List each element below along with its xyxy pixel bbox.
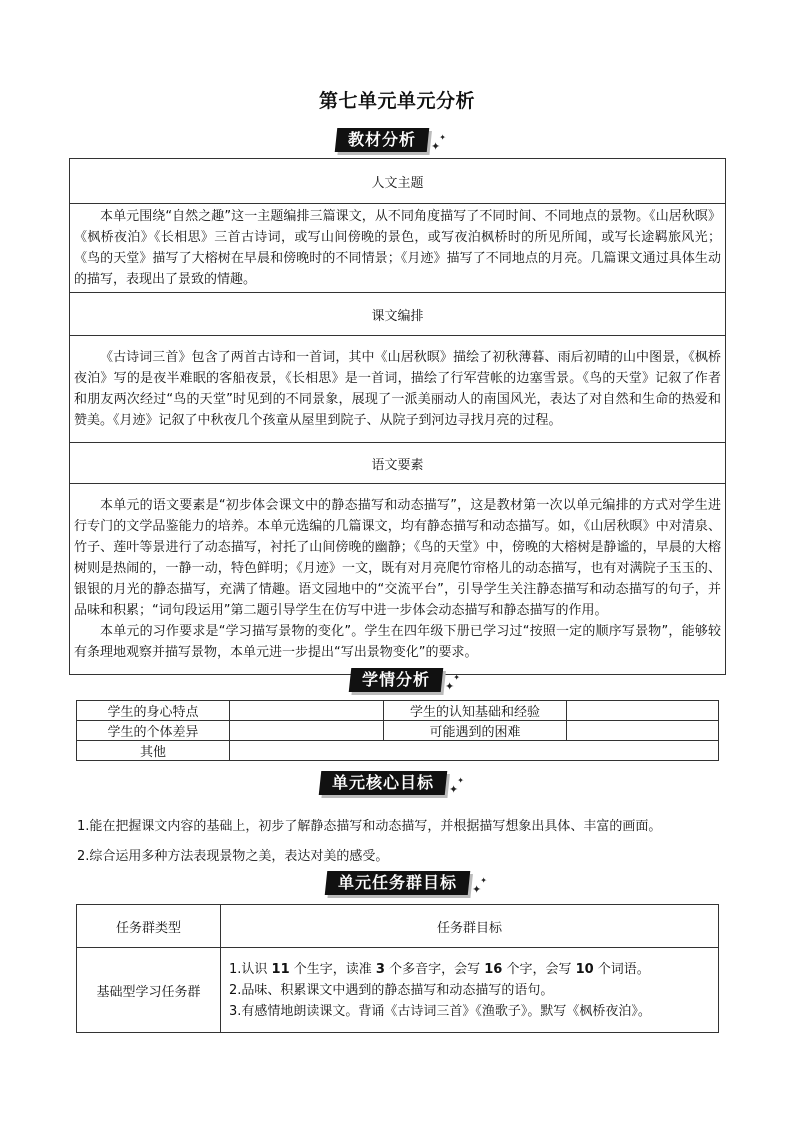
task-table (76, 904, 719, 1033)
banner-learners-label: 学情分析 (362, 670, 431, 689)
banner-tasks (326, 869, 487, 897)
sparkle-icon: ✦ (439, 133, 446, 142)
sparkle-icon: ✦ (480, 876, 487, 885)
learner-experience-label: 学生的认知基础和经验 (384, 701, 567, 721)
materials-table (69, 158, 726, 675)
learner-table (76, 700, 719, 761)
task-item-3: 3.有感情地朗读课文。背诵《古诗词三首》《渔歌子》。默写《枫桥夜泊》。 (229, 1003, 651, 1019)
learner-other-value (230, 741, 719, 761)
elements-text-1: 本单元的语文要素是“初步体会课文中的静态描写和动态描写”，这是教材第一次以单元编排的方式对学生进行专门的文学品鉴能力的培养。本单元选编的几篇课文，均有静态描写和动态描写。如，《山居秋暝》中对清泉、竹子、莲叶等景进行了动态描写，衬托了山间傍晚的幽静；《鸟的天堂》中，傍晚的大榕树是静谧的，早晨的大榕树则是热闹的，一静一动，特色鲜明；《月迹》一文，既有对月亮爬竹帘格儿的动态描写，也有对满院子玉玉的、银银的月光的静态描写，充满了情趣。语文园地中的“交流平台”，引导学生关注静态描写和动态描写的句子，并品味和积累；“词句段运用”第二题引导学生在仿写中进一步体会动态描写和静态描写的作用。 (74, 498, 721, 618)
page-title: 第七单元单元分析 (318, 90, 475, 112)
banner-tasks-label: 单元任务群目标 (338, 873, 458, 892)
layout-cell (70, 336, 726, 443)
learner-physical-label: 学生的身心特点 (77, 701, 230, 721)
theme-text: 本单元围绕“自然之趣”这一主题编排三篇课文，从不同角度描写了不同时间、不同地点的景物。《山居秋暝》《枫桥夜泊》《长相思》三首古诗词，或写山间傍晚的景色，或写夜泊枫桥时的所见所闻，或写长途羁旅风光；《鸟的天堂》描写了大榕树在早晨和傍晚时的不同情景；《月迹》描写了不同地点的月亮。几篇课文通过具体生动的描写，表现出了景致的情趣。 (74, 209, 721, 287)
task-item-2: 2.品味、积累课文中遇到的静态描写和动态描写的语句。 (229, 982, 554, 998)
sparkle-icon: ✦ (457, 776, 464, 785)
elements-cell (70, 484, 726, 675)
sparkle-icon: ✦ (445, 679, 455, 693)
task-type-cell: 基础型学习任务群 (77, 948, 221, 1033)
learner-experience-value (567, 701, 719, 721)
learner-difficulty-label: 可能遇到的困难 (384, 721, 567, 741)
core-goal-1: 1.能在把握课文内容的基础上，初步了解静态描写和动态描写，并根据描写想象出具体、丰富的画面。 (77, 819, 662, 834)
banner-goals (320, 769, 464, 797)
banner-materials (336, 126, 446, 154)
learner-physical-value (230, 701, 384, 721)
learner-difference-label: 学生的个体差异 (77, 721, 230, 741)
sparkle-icon: ✦ (449, 782, 459, 796)
core-goal-2: 2.综合运用多种方法表现景物之美，表达对美的感受。 (77, 849, 389, 864)
sparkle-icon: ✦ (453, 673, 460, 682)
sparkle-icon: ✦ (472, 882, 482, 896)
theme-cell (70, 204, 726, 293)
banner-materials-label: 教材分析 (348, 130, 417, 149)
sparkle-icon: ✦ (431, 139, 441, 153)
task-item-1: 1.认识 11 个生字，读准 3 个多音字，会写 16 个字，会写 10 个词语。 (229, 961, 650, 977)
layout-header: 课文编排 (70, 293, 726, 336)
elements-text-2: 本单元的习作要求是“学习描写景物的变化”。学生在四年级下册已学习过“按照一定的顺序写景物”，能够较有条理地观察并描写景物，本单元进一步提出“写出景物变化”的要求。 (74, 624, 721, 660)
layout-text: 《古诗词三首》包含了两首古诗和一首词，其中《山居秋暝》描绘了初秋薄暮、雨后初晴的山中图景，《枫桥夜泊》写的是夜半难眠的客船夜景，《长相思》是一首词，描绘了行军营帐的边塞雪景。《鸟的天堂》记叙了作者和朋友两次经过“鸟的天堂”时见到的不同景象，展现了一派美丽动人的南国风光，表达了对自然和生命的热爱和赞美。《月迹》记叙了中秋夜几个孩童从屋里到院子、从院子到河边寻找月亮的过程。 (74, 350, 721, 428)
elements-header: 语文要素 (70, 443, 726, 484)
learner-difference-value (230, 721, 384, 741)
task-goal-header: 任务群目标 (221, 905, 719, 948)
banner-goals-label: 单元核心目标 (332, 773, 435, 792)
task-type-header: 任务群类型 (77, 905, 221, 948)
learner-difficulty-value (567, 721, 719, 741)
banner-learners (350, 666, 460, 694)
theme-header: 人文主题 (70, 159, 726, 204)
learner-other-label: 其他 (77, 741, 230, 761)
task-goal-cell (221, 948, 719, 1033)
